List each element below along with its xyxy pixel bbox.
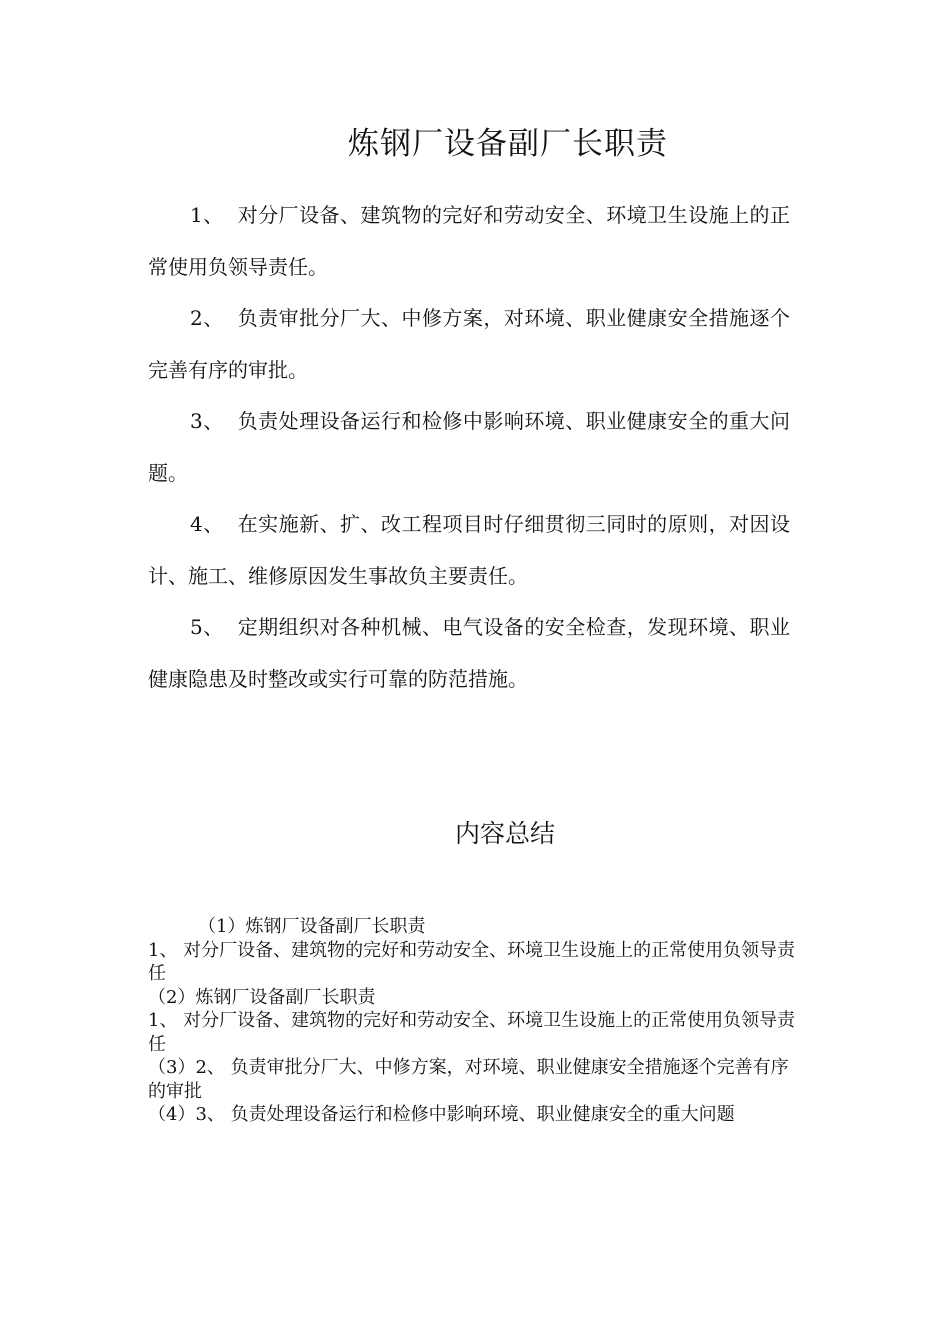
duty-item <box>148 499 790 602</box>
summary-line: （3）2、 负责审批分厂大、中修方案，对环境、职业健康安全措施逐个完善有序的审批 <box>148 1057 789 1102</box>
summary-line: （4）3、 负责处理设备运行和检修中影响环境、职业健康安全的重大问题 <box>148 1104 735 1125</box>
duty-list <box>148 190 790 705</box>
duty-text: 对分厂设备、建筑物的完好和劳动安全、环境卫生设施上的正常使用负领导责任。 <box>148 203 791 279</box>
document-title: 炼钢厂设备副厂长职责 <box>348 126 668 162</box>
summary-line: （2）炼钢厂设备副厂长职责 <box>148 986 376 1008</box>
duty-text: 定期组织对各种机械、电气设备的安全检查，发现环境、职业健康隐患及时整改或实行可靠的防范措施。 <box>148 615 791 691</box>
duty-number: 5、 <box>190 615 224 639</box>
duty-text: 负责处理设备运行和检修中影响环境、职业健康安全的重大问题。 <box>148 409 791 485</box>
duty-number: 2、 <box>190 306 224 330</box>
duty-text: 负责审批分厂大、中修方案，对环境、职业健康安全措施逐个完善有序的审批。 <box>148 306 791 382</box>
summary-title: 内容总结 <box>454 819 555 848</box>
duty-number: 1、 <box>190 203 224 227</box>
summary-line: 1、 对分厂设备、建筑物的完好和劳动安全、环境卫生设施上的正常使用负领导责任 <box>148 1010 796 1055</box>
summary-line: 1、 对分厂设备、建筑物的完好和劳动安全、环境卫生设施上的正常使用负领导责任 <box>148 939 796 984</box>
duty-item <box>148 190 790 293</box>
duty-item <box>148 293 790 396</box>
summary-list <box>148 915 798 1127</box>
duty-text: 在实施新、扩、改工程项目时仔细贯彻三同时的原则，对因设计、施工、维修原因发生事故负主要责任。 <box>148 512 791 588</box>
duty-item <box>148 396 790 499</box>
duty-item <box>148 602 790 705</box>
duty-number: 3、 <box>190 409 224 433</box>
duty-number: 4、 <box>190 512 224 536</box>
summary-line: （1）炼钢厂设备副厂长职责 <box>198 916 426 937</box>
